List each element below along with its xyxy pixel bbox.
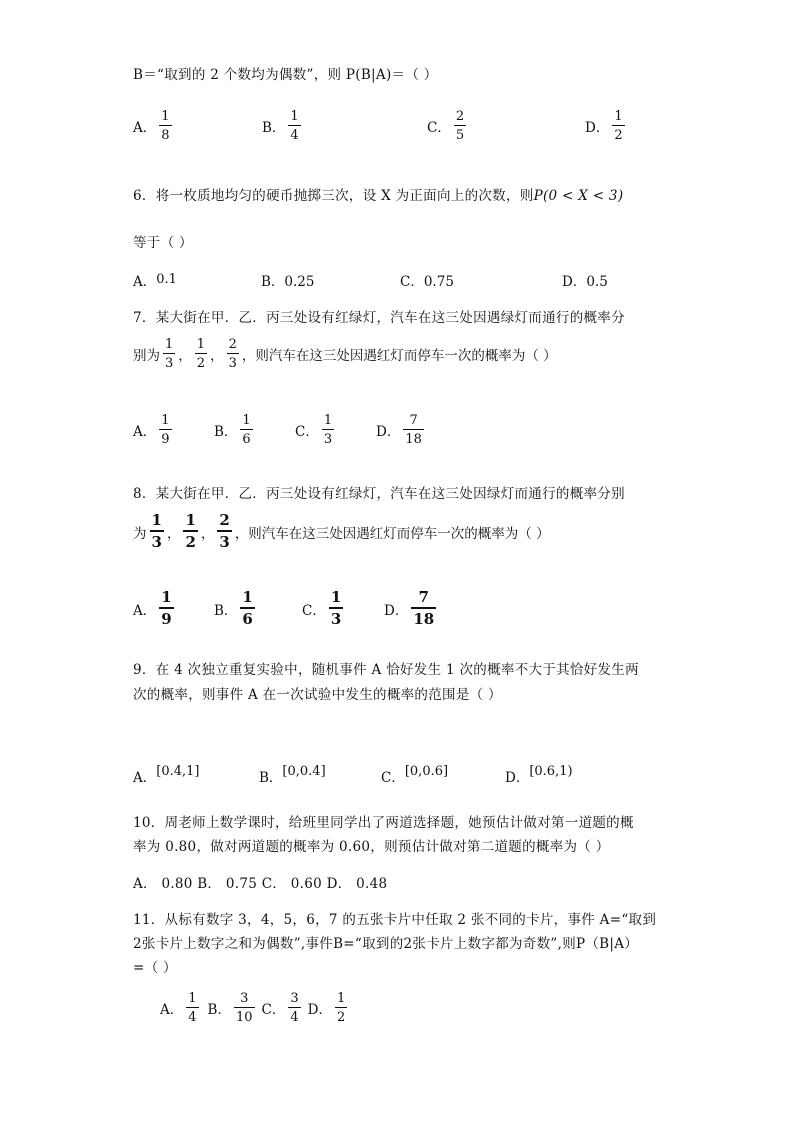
q9-option-a[interactable] — [133, 766, 199, 786]
q8-option-c[interactable] — [302, 590, 346, 627]
q7-stem: 7．某大街在甲．乙．丙三处设有红绿灯，汽车在这三处因遇绿灯而通行的概率分 — [133, 310, 625, 326]
option-value: [0.4,1] — [156, 764, 200, 779]
option-label: B． — [207, 1002, 231, 1018]
q6-option-b[interactable] — [261, 270, 314, 290]
option-label: A． — [133, 770, 157, 786]
option-fraction: $\frac{1}{6}$ — [242, 413, 251, 447]
option-label: B． — [262, 120, 286, 136]
q11-option-d[interactable] — [308, 992, 351, 1024]
q8-option-a[interactable] — [133, 590, 177, 627]
stem-fraction: $\frac{2}{3}$ — [219, 511, 230, 551]
option-fraction: $\frac{1}{2}$ — [336, 991, 346, 1025]
stem-fraction: $\frac{1}{2}$ — [196, 337, 206, 371]
stem-separator: ， — [200, 525, 215, 542]
option-label: C． — [427, 120, 451, 136]
option-fraction: $\frac{3}{4}$ — [290, 991, 299, 1025]
q9-stem-2: 次的概率，则事件 A 在一次试验中发生的概率的范围是（ ） — [133, 687, 502, 703]
q11-options — [160, 992, 350, 1024]
option-fraction: $\frac{1}{3}$ — [323, 413, 333, 447]
option-label: B． — [214, 424, 238, 440]
q9-option-c[interactable] — [381, 766, 448, 786]
option-fraction: $\frac{7}{18}$ — [405, 413, 422, 447]
q11-stem: 11．从标有数字 3，4，5，6，7 的五张卡片中任取 2 张不同的卡片，事件 A=“取到 — [133, 912, 657, 928]
q7-option-a[interactable] — [133, 414, 175, 446]
q9-option-b[interactable] — [259, 766, 326, 786]
q5-option-c[interactable] — [427, 110, 469, 142]
q11-stem-3: =（ ） — [133, 960, 177, 976]
q6-stem — [133, 184, 623, 204]
q10-stem-2: 率为 0.80，做对两道题的概率为 0.60，则预估计做对第二道题的概率为（ ） — [133, 839, 610, 855]
option-label: A． — [133, 424, 157, 440]
q11-option-b[interactable] — [208, 992, 258, 1024]
option-fraction: $\frac{1}{4}$ — [188, 991, 197, 1025]
q6-stem-text: 6．将一枚质地均匀的硬币抛掷三次，设 X 为正面向上的次数，则 — [133, 188, 534, 204]
option-fraction: $\frac{1}{2}$ — [614, 109, 623, 143]
q5-option-a[interactable] — [133, 110, 175, 142]
q7-option-d[interactable] — [376, 414, 427, 446]
stem-separator: ， — [210, 348, 224, 364]
q5-option-d[interactable] — [585, 110, 628, 142]
option-label: A． — [133, 274, 157, 290]
option-value: 0.1 — [156, 272, 177, 287]
option-value: [0.6,1) — [529, 764, 573, 779]
q6-option-c[interactable] — [400, 270, 454, 290]
option-label: C． — [295, 424, 319, 440]
stem-suffix: ，则汽车在这三处因遇红灯而停车一次的概率为（ ） — [234, 525, 550, 542]
option-label: C． — [400, 274, 424, 290]
option-label: D． — [307, 1002, 332, 1018]
option-fraction: $\frac{3}{10}$ — [235, 991, 253, 1025]
q9-stem: 9．在 4 次独立重复实验中，随机事件 A 恰好发生 1 次的概率不大于其恰好发生两 — [133, 662, 639, 678]
q7-option-b[interactable] — [214, 414, 256, 446]
q5-stem: B＝“取到的 2 个数均为偶数”，则 P(B|A)＝（ ） — [133, 67, 438, 83]
q11-stem-2: 2张卡片上数字之和为偶数”,事件B=“取到的2张卡片上数字都为奇数”,则P（B|A） — [133, 936, 639, 952]
q5-option-b[interactable] — [262, 110, 304, 142]
option-value: 0.75 — [423, 274, 454, 290]
stem-fraction: $\frac{1}{3}$ — [165, 337, 174, 371]
option-label: B． — [214, 602, 238, 619]
option-label: D． — [384, 602, 409, 619]
option-label: D． — [376, 424, 401, 440]
option-label: A． — [133, 120, 157, 136]
option-fraction: $\frac{1}{3}$ — [330, 588, 342, 628]
option-label: D． — [585, 120, 610, 136]
option-fraction: $\frac{2}{5}$ — [455, 109, 465, 143]
option-fraction: $\frac{1}{9}$ — [161, 413, 170, 447]
q6-option-d[interactable] — [562, 270, 608, 290]
stem-separator: ， — [178, 348, 192, 364]
q10-options[interactable]: A． 0.80 B． 0.75 C． 0.60 D． 0.48 — [133, 876, 388, 892]
q9-option-d[interactable] — [505, 766, 573, 786]
option-label: D． — [562, 274, 587, 290]
stem-prefix: 别为 — [133, 348, 160, 364]
stem-fraction: $\frac{1}{3}$ — [151, 511, 162, 551]
option-fraction: $\frac{1}{4}$ — [290, 109, 299, 143]
q6-option-a[interactable] — [133, 270, 177, 290]
stem-prefix: 为 — [133, 525, 147, 542]
option-label: C． — [381, 770, 405, 786]
stem-separator: ， — [166, 525, 181, 542]
q11-option-c[interactable] — [262, 992, 304, 1024]
q6-stem-2: 等于（ ） — [133, 235, 193, 251]
q8-option-d[interactable] — [384, 590, 439, 627]
q8-stem-2 — [133, 513, 550, 550]
q7-stem-2 — [133, 338, 557, 370]
option-fraction: $\frac{1}{8}$ — [161, 109, 170, 143]
q8-stem: 8．某大街在甲．乙．丙三处设有红绿灯，汽车在这三处因绿灯而通行的概率分别 — [133, 486, 625, 502]
option-fraction: $\frac{7}{18}$ — [413, 588, 435, 628]
q7-option-c[interactable] — [295, 414, 337, 446]
stem-suffix: ，则汽车在这三处因遇红灯而停车一次的概率为（ ） — [241, 348, 557, 364]
option-value: [0,0.6] — [404, 764, 449, 779]
q8-option-b[interactable] — [214, 590, 258, 627]
stem-fraction: $\frac{1}{2}$ — [185, 511, 196, 551]
option-fraction: $\frac{1}{6}$ — [242, 588, 253, 628]
q10-stem: 10．周老师上数学课时，给班里同学出了两道选择题，她预估计做对第一道题的概 — [133, 815, 634, 831]
q6-expression: P(0 < X < 3) — [533, 188, 624, 204]
q11-option-a[interactable] — [160, 992, 202, 1024]
option-label: C． — [261, 1002, 286, 1018]
option-label: D． — [505, 770, 530, 786]
option-label: A． — [160, 1002, 184, 1018]
option-value: [0,0.4] — [282, 764, 326, 779]
option-value: 0.5 — [586, 274, 608, 290]
option-value: 0.25 — [284, 274, 315, 290]
option-label: B． — [259, 770, 283, 786]
option-label: A． — [133, 602, 157, 619]
option-label: C． — [302, 602, 326, 619]
stem-fraction: $\frac{2}{3}$ — [228, 337, 237, 371]
option-label: B． — [261, 274, 285, 290]
option-fraction: $\frac{1}{9}$ — [161, 588, 172, 628]
